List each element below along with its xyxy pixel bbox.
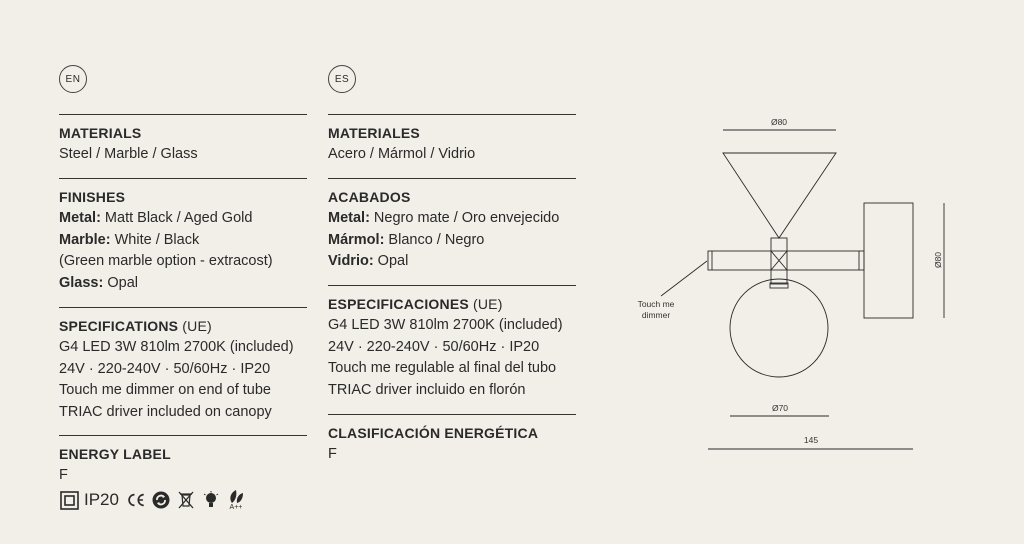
spec-line: Touch me dimmer on end of tube <box>59 382 271 398</box>
finish-glass-label: Glass: <box>59 274 104 291</box>
weee-bin-icon <box>176 490 196 510</box>
heading-materials: MATERIALS <box>59 125 142 141</box>
class-ii-icon <box>59 490 79 510</box>
heading-especificaciones-text: ESPECIFICACIONES <box>328 296 469 312</box>
materiales-value: Acero / Mármol / Vidrio <box>328 146 476 162</box>
spec-line: TRIAC driver included on canopy <box>59 403 272 420</box>
clasificacion-value: F <box>328 446 337 462</box>
glass-globe <box>730 279 828 377</box>
heading-especificaciones <box>328 294 576 315</box>
spec-line: G4 LED 3W 810lm 2700K (included) <box>328 317 563 333</box>
spec-line: 24V · 220-240V · 50/60Hz · IP20 <box>328 338 540 355</box>
touch-label-line1: Touch me <box>637 299 675 309</box>
spec-line: TRIAC driver incluido en florón <box>328 381 526 398</box>
acabado-marmol <box>328 230 576 252</box>
heading-especificaciones-sub: (UE) <box>468 296 503 312</box>
finish-marble-value: White / Black <box>110 231 200 248</box>
dim-length-label: 145 <box>803 435 819 445</box>
finish-metal <box>59 208 307 230</box>
heading-specifications-sub: (UE) <box>178 318 212 334</box>
dim-side-label: Ø80 <box>933 251 943 269</box>
touch-leader-line <box>661 261 707 296</box>
energy-value: F <box>59 467 68 483</box>
finish-metal-label: Metal: <box>59 210 101 226</box>
lamp-technical-drawing <box>600 100 960 460</box>
section-energy-en <box>59 435 307 487</box>
lang-badge-es: ES <box>328 65 356 93</box>
spec-line: 24V · 220-240V · 50/60Hz · IP20 <box>59 360 271 377</box>
finish-marble <box>59 230 307 252</box>
heading-clasificacion: CLASIFICACIÓN ENERGÉTICA <box>328 425 539 441</box>
spec-line: G4 LED 3W 810lm 2700K (included) <box>59 339 294 355</box>
section-materials-en <box>59 114 307 166</box>
acabado-metal-label: Metal: <box>328 210 370 226</box>
finish-marble-note: (Green marble option - extracost) <box>59 253 273 269</box>
spec-line: Touch me regulable al final del tubo <box>328 360 557 376</box>
section-finishes-en <box>59 178 307 294</box>
recycle-icon <box>151 490 171 510</box>
acabado-vidrio <box>328 251 576 273</box>
acabado-metal <box>328 208 576 230</box>
led-bulb-icon <box>201 490 221 510</box>
heading-materiales: MATERIALES <box>328 125 420 141</box>
heading-acabados: ACABADOS <box>328 189 411 205</box>
arm-tube <box>708 251 864 270</box>
certification-icons <box>59 488 246 512</box>
acabado-vidrio-label: Vidrio: <box>328 253 374 269</box>
energy-leaf-icon <box>226 488 246 512</box>
heading-energy-label: ENERGY LABEL <box>59 446 171 462</box>
finish-glass <box>59 273 307 295</box>
cone-shade <box>723 153 836 238</box>
energy-class-label: A++ <box>229 504 243 511</box>
heading-specifications <box>59 316 307 337</box>
touch-label-line2: dimmer <box>641 310 671 320</box>
acabado-vidrio-value: Opal <box>373 253 409 269</box>
finish-marble-label: Marble: <box>59 231 111 248</box>
finish-glass-value: Opal <box>103 274 139 291</box>
heading-finishes: FINISHES <box>59 189 126 205</box>
acabado-marmol-label: Mármol: <box>328 231 385 248</box>
wall-canopy <box>864 203 913 318</box>
heading-specifications-text: SPECIFICATIONS <box>59 318 179 334</box>
materials-value: Steel / Marble / Glass <box>59 146 198 162</box>
acabado-metal-value: Negro mate / Oro envejecido <box>369 210 560 226</box>
finish-metal-value: Matt Black / Aged Gold <box>100 210 253 226</box>
section-especificaciones-es <box>328 285 576 401</box>
acabado-marmol-value: Blanco / Negro <box>384 231 485 248</box>
dim-globe-label: Ø70 <box>771 403 789 413</box>
dim-top-label: Ø80 <box>770 117 788 127</box>
section-specifications-en <box>59 307 307 423</box>
ce-mark-icon <box>126 490 146 510</box>
ip20-label: IP20 <box>84 490 119 509</box>
section-materials-es <box>328 114 576 166</box>
section-clasificacion-es <box>328 414 576 466</box>
section-acabados-es <box>328 178 576 273</box>
lang-badge-en: EN <box>59 65 87 93</box>
